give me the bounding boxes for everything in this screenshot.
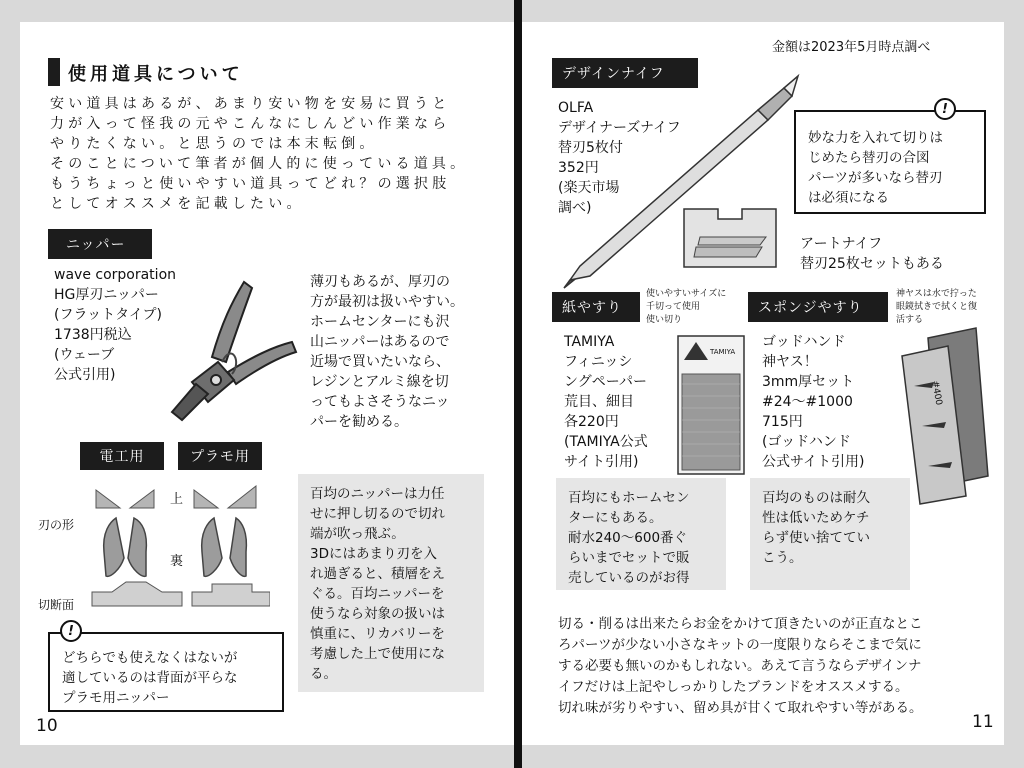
sponge-file-label: スポンジやすり [748, 292, 888, 322]
sandpaper-gray-note: 百均にもホームセン ターにもある。 耐水240〜600番ぐ らいまでセットで販 売しているのがお得 [556, 478, 726, 590]
design-knife-product: OLFA デザイナーズナイフ 替刃5枚付 352円 (楽天市場 調べ) [558, 100, 681, 216]
nipper-label: ニッパー [48, 229, 152, 259]
blade-compare-illustration [90, 482, 270, 612]
art-knife-note: アートナイフ 替刃25枚セットもある [800, 236, 944, 272]
sandpaper-package-text: TAMIYA [710, 348, 736, 356]
conclusion-text: 切る・削るは出来たらお金をかけて頂きたいのが正直なとこ ろパーツが少ない小さなキットの一度限りならそこまで気に する必要も無いのかもしれない。あえて言うならデザインナ イフだけは上記やしっかりしたブランドをオススメする。 切れ味が劣りやすい、留め具が甘くて取れやすい等がある。 [558, 616, 923, 716]
sponge-file-product: ゴッドハンド 神ヤス！ 3mm厚セット #24〜#1000 715円 (ゴッドハンド 公式サイト引用) [762, 334, 865, 470]
cut-surface-label: 切断面 [38, 598, 75, 612]
sandpaper-usage-note: 使いやすいサイズに 千切って使用 使い切り [646, 289, 727, 325]
exclamation-icon: ! [934, 98, 956, 120]
replacement-blade-case [682, 207, 778, 269]
back-label: 裏 [170, 554, 184, 569]
design-knife-label: デザインナイフ [552, 58, 698, 88]
sandpaper-product: TAMIYA フィニッシ ングペーパー 荒目、細目 各220円 (TAMIYA公式 サイト引用) [564, 334, 648, 470]
nipper-description: 薄刃もあるが、厚刃の 方が最初は扱いやすい。 ホームセンターにも沢 山ニッパーはあるので 近場で買いたいなら、 レジンとアルミ線を切 ってもよさそうなニッ パーを勧める。 [310, 274, 464, 430]
hundred-yen-nipper-note: 百均のニッパーは力任 せに押し切るので切れ 端が吹っ飛ぶ。 3Dにはあまり刃を入 れ過ぎると、積層をえ ぐる。百均ニッパーを 使うなら対象の扱いは 慎重に、リカバリーを 考慮した上で使用にな る。 [298, 474, 484, 692]
price-date-note: 金額は2023年5月時点調べ [772, 40, 931, 55]
intro-text: 安い道具はあるが、あまり安い物を安易に買うと 力が入って怪我の元やこんなにしんどい作業なら やりたくない。と思うのでは本末転倒。 そのことについて筆者が個人的に使っている道具。 もうちょっと使いやすい道具ってどれ？の選択肢 としてオススメを記載したい。 [50, 96, 469, 212]
blade-shape-label: 刃の形 [38, 518, 75, 532]
sponge-sheet-text: #400 [929, 379, 944, 407]
knife-tip-note: 妙な力を入れて切りは じめたら替刃の合図 パーツが多いなら替刃 は必須になる [794, 110, 986, 214]
electric-nipper-label: 電工用 [80, 442, 164, 470]
page-number-left: 10 [36, 716, 58, 736]
spine-divider [514, 0, 522, 768]
sandpaper-label: 紙やすり [552, 292, 640, 322]
nipper-product-info: wave corporation HG厚刃ニッパー (フラットタイプ) 1738円税込 (ウェーブ 公式引用) [54, 267, 177, 383]
page-number-right: 11 [972, 712, 994, 732]
title-marker [48, 58, 60, 86]
nipper-tip-note: どちらでも使えなくはないが 適しているのは背面が平らな プラモ用ニッパー [48, 632, 284, 712]
page-title: 使用道具について [68, 64, 244, 85]
top-label: 上 [170, 492, 184, 507]
left-page [20, 22, 514, 745]
plamo-nipper-label: プラモ用 [178, 442, 262, 470]
right-page [522, 22, 1004, 745]
sponge-file-gray-note: 百均のものは耐久 性は低いためケチ らず使い捨ててい こう。 [750, 478, 910, 590]
sponge-file-revive-note: 神ヤスは水で拧った 眼鏡拭きで拭くと復 活する [896, 289, 978, 325]
exclamation-icon: ! [60, 620, 82, 642]
nipper-illustration [152, 262, 302, 422]
